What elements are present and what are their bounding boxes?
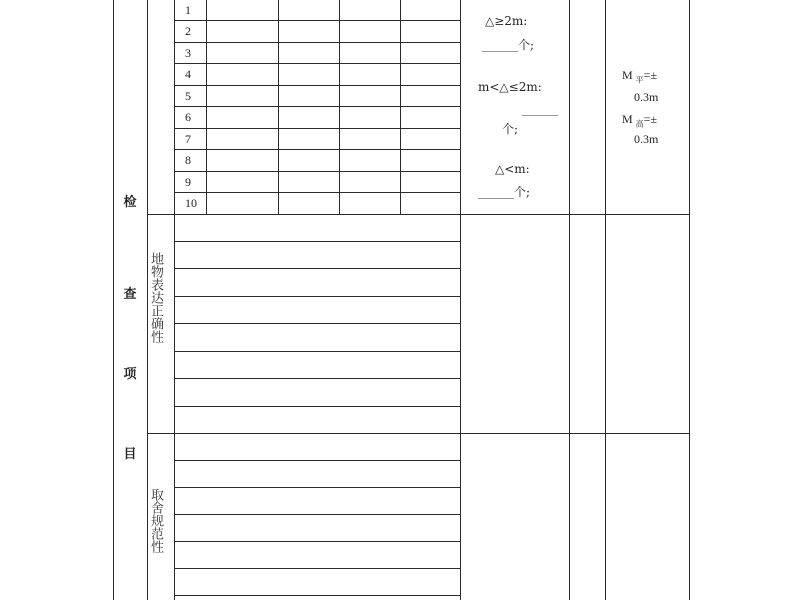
row-divider: [174, 63, 460, 64]
row-number: 4: [185, 67, 191, 81]
row-number: 10: [185, 196, 197, 210]
tolerance-note: △≥2m:: [485, 14, 528, 28]
row-divider: [174, 323, 460, 324]
row-divider: [174, 460, 460, 461]
tolerance-note: ______: [522, 102, 558, 116]
section-divider: [147, 433, 689, 434]
row-number: 8: [185, 153, 191, 167]
row-number: 2: [185, 24, 191, 38]
height-accuracy-standard: [622, 112, 657, 131]
row-divider: [174, 171, 460, 172]
row-divider: [174, 20, 460, 21]
row-divider: [174, 149, 460, 150]
plane-accuracy-prefix: M: [622, 68, 633, 82]
plane-accuracy-value: 0.3m: [634, 90, 659, 104]
height-accuracy-suffix: =±: [643, 112, 658, 126]
section-label-char: 项: [123, 367, 137, 382]
section-label-char: 查: [123, 287, 137, 302]
tolerance-note: ______个;: [482, 38, 535, 52]
row-number: 6: [185, 110, 191, 124]
height-accuracy-prefix: M: [622, 112, 633, 126]
row-divider: [174, 241, 460, 242]
row-divider: [174, 487, 460, 488]
section-label-char: 目: [123, 447, 137, 462]
row-divider: [174, 106, 460, 107]
table-border-left: [113, 0, 114, 600]
plane-accuracy-suffix: =±: [643, 68, 658, 82]
row-number: 7: [185, 132, 191, 146]
column-divider: [339, 0, 340, 214]
column-divider: [569, 0, 570, 600]
row-divider: [174, 268, 460, 269]
row-number: 3: [185, 46, 191, 60]
row-number: 1: [185, 3, 191, 17]
row-divider: [174, 568, 460, 569]
row-divider: [174, 85, 460, 86]
row-divider: [174, 351, 460, 352]
section-divider: [147, 214, 689, 215]
row-divider: [174, 296, 460, 297]
row-divider: [174, 128, 460, 129]
tolerance-note: 个;: [502, 122, 519, 136]
height-accuracy-subscript: 高: [635, 119, 644, 129]
row-divider: [174, 192, 460, 193]
column-divider: [605, 0, 606, 600]
row-number: 5: [185, 89, 191, 103]
column-divider: [174, 0, 175, 600]
group-label-feature-correctness: 地物表达正确性: [148, 252, 163, 343]
plane-accuracy-standard: [622, 68, 657, 87]
row-divider: [174, 514, 460, 515]
tolerance-note: ______个;: [478, 185, 531, 199]
row-divider: [174, 42, 460, 43]
row-divider: [174, 406, 460, 407]
group-label-selection-standard: 取舍规范性: [148, 488, 163, 553]
column-divider: [278, 0, 279, 214]
column-divider: [206, 0, 207, 214]
row-divider: [174, 378, 460, 379]
plane-accuracy-subscript: 平: [635, 75, 644, 85]
tolerance-note: △<m:: [495, 162, 530, 176]
tolerance-note: m<△≤2m:: [478, 80, 542, 94]
column-divider: [460, 0, 461, 600]
row-number: 9: [185, 175, 191, 189]
height-accuracy-value: 0.3m: [634, 132, 659, 146]
column-divider: [400, 0, 401, 214]
section-label-char: 检: [123, 195, 137, 210]
row-divider: [174, 595, 460, 596]
table-border-right: [689, 0, 690, 600]
row-divider: [174, 541, 460, 542]
